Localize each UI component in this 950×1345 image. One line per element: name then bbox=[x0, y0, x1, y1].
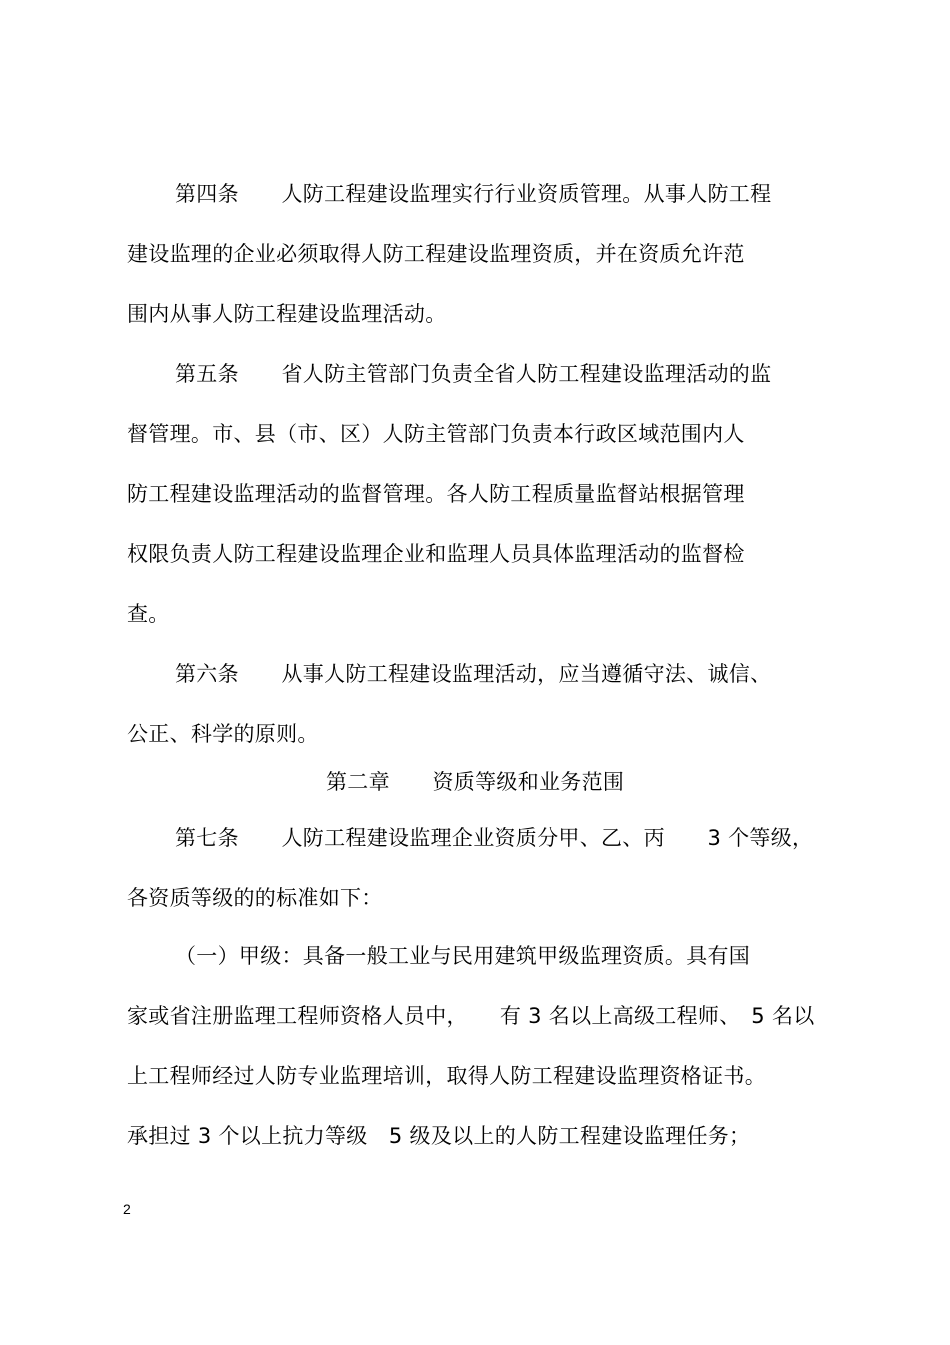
article-5-line-3: 防工程建设监理活动的监督管理。各人防工程质量监督站根据管理 bbox=[127, 482, 745, 506]
article-5-line-2: 督管理。市、县（市、区）人防主管部门负责本行政区域范围内人 bbox=[127, 422, 745, 446]
page-number: 2 bbox=[123, 1201, 131, 1217]
article-4-line-1: 第四条 人防工程建设监理实行行业资质管理。从事人防工程 bbox=[175, 182, 772, 206]
article-6-line-1: 第六条 从事人防工程建设监理活动，应当遵循守法、诚信、 bbox=[175, 662, 772, 686]
chapter-2-heading: 第二章 资质等级和业务范围 bbox=[326, 770, 625, 794]
article-5-line-5: 查。 bbox=[127, 602, 170, 626]
article-7-line-2: 各资质等级的的标准如下： bbox=[127, 886, 383, 910]
article-4-line-3: 围内从事人防工程建设监理活动。 bbox=[127, 302, 447, 326]
article-6-line-2: 公正、科学的原则。 bbox=[127, 722, 319, 746]
article-5-line-1: 第五条 省人防主管部门负责全省人防工程建设监理活动的监 bbox=[175, 362, 772, 386]
item-1-line-3: 上工程师经过人防专业监理培训，取得人防工程建设监理资格证书。 bbox=[127, 1064, 766, 1088]
item-1-line-1: （一）甲级：具备一般工业与民用建筑甲级监理资质。具有国 bbox=[175, 944, 751, 968]
article-5-line-4: 权限负责人防工程建设监理企业和监理人员具体监理活动的监督检 bbox=[127, 542, 745, 566]
article-4-line-2: 建设监理的企业必须取得人防工程建设监理资质，并在资质允许范 bbox=[127, 242, 745, 266]
item-1-line-4: 承担过 3 个以上抗力等级 5 级及以上的人防工程建设监理任务； bbox=[127, 1124, 751, 1148]
article-7-line-1: 第七条 人防工程建设监理企业资质分甲、乙、丙 3 个等级， bbox=[175, 826, 814, 850]
item-1-line-2: 家或省注册监理工程师资格人员中， 有 3 名以上高级工程师、 5 名以 bbox=[127, 1004, 815, 1028]
